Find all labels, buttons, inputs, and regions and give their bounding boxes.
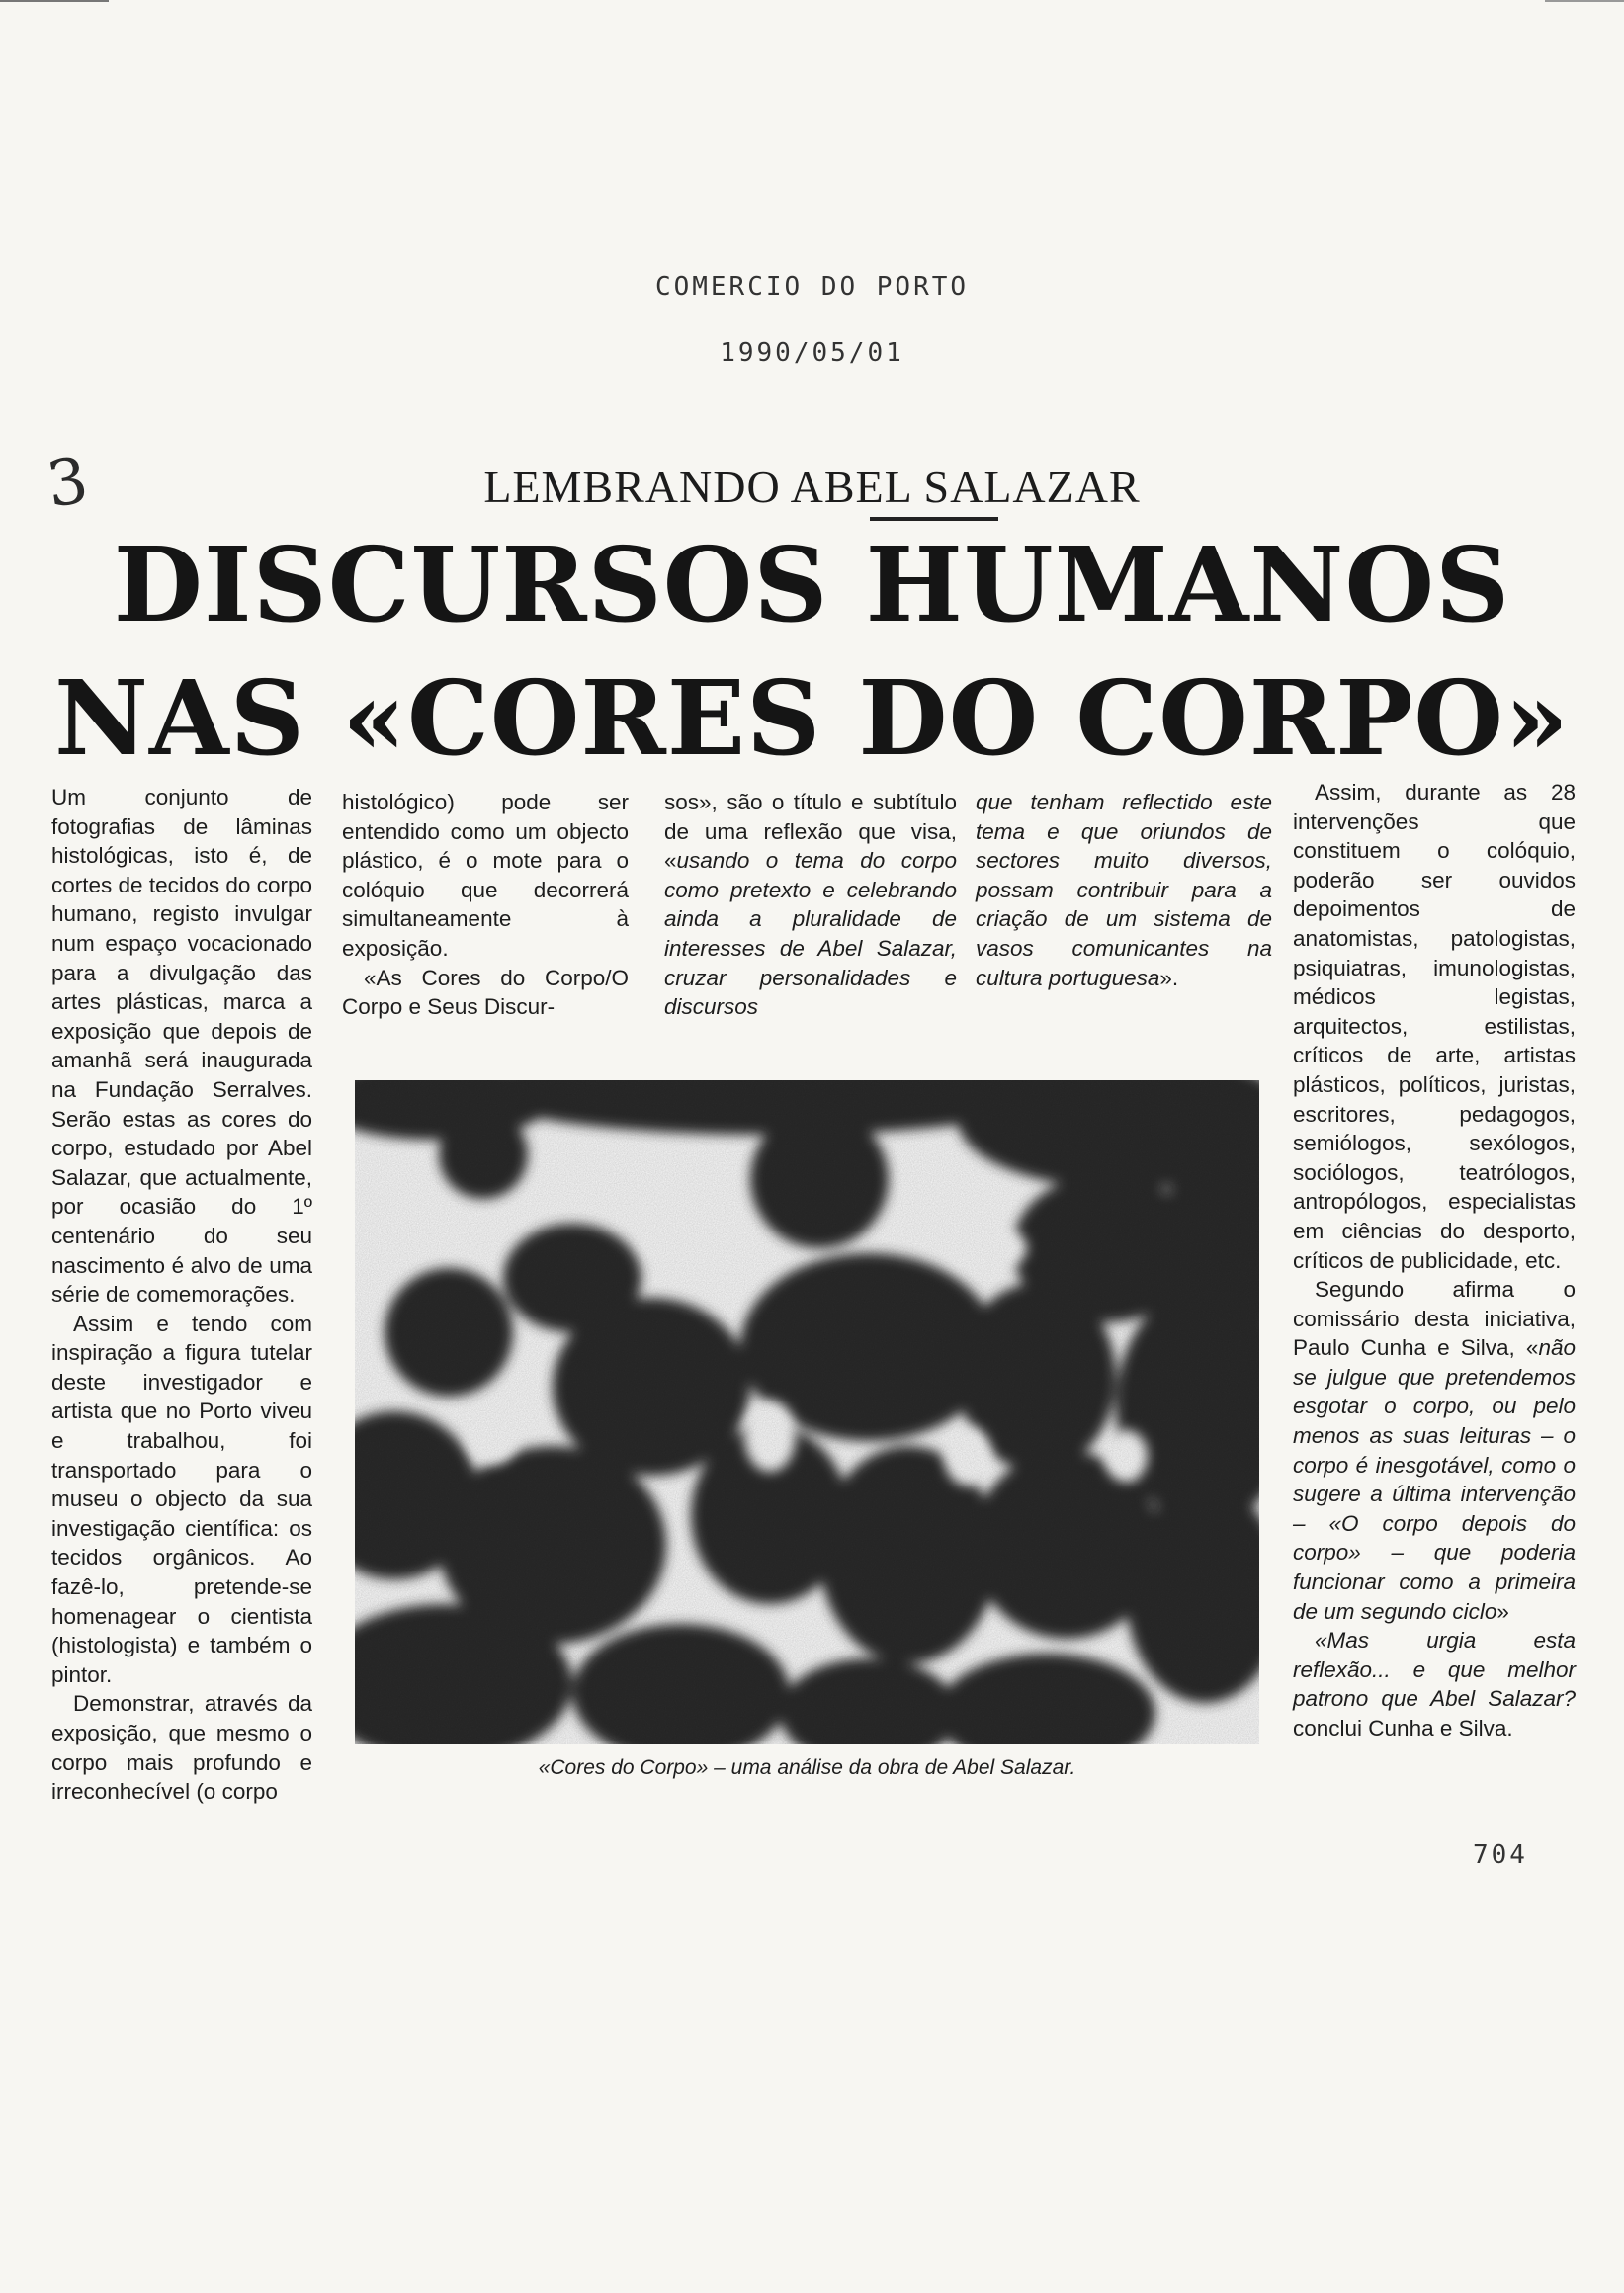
publication-date: 1990/05/01 [720, 338, 904, 368]
quote-text: usando o tema do corpo como pretexto e celebrando ainda a pluralidade de interesses de Abel Salazar, cruzar personalidades e discursos [664, 848, 957, 1020]
paragraph [1293, 1275, 1576, 1626]
histology-photo [355, 1080, 1259, 1744]
quote-text: não se julgue que pretendemos esgotar o corpo, ou pelo menos as suas leituras – o corpo é inesgotável, como o sugere a última intervenção – «O corpo depois do corpo» – que poderia funcionar como a primeira de um segundo ciclo [1293, 1335, 1576, 1624]
article-column-4 [976, 788, 1272, 992]
newspaper-name: COMERCIO DO PORTO [654, 272, 970, 301]
paragraph [976, 788, 1272, 992]
paragraph: «As Cores do Corpo/O Corpo e Seus Discur- [342, 965, 629, 1020]
headline-line-2: NAS «CORES DO CORPO» [53, 657, 1571, 779]
paragraph: Um conjunto de fotografias de lâminas histológicas, isto é, de cortes de tecidos do corpo humano, registo invulgar num espaço vocacionado para a divulgação das artes plásticas, marca a exposição que depois de amanhã será inaugurada na Fundação Serralves. Serão estas as cores do corpo, estudado por Abel Salazar, que actualmente, por ocasião do 1º centenário do seu nascimento é alvo de uma série de comemorações. [51, 785, 312, 1308]
page-number: 704 [1473, 1840, 1528, 1870]
scan-edge-mark-left [0, 0, 109, 2]
quote-text: que tenham reflectido este tema e que oriundos de sectores muito diversos, possam contribuir para a criação de um sistema de vasos comunicantes na cultura portuguesa [976, 790, 1272, 990]
text-run: Segundo afirma o comissário desta iniciativa, Paulo Cunha e Silva, « [1293, 1277, 1576, 1361]
paragraph [664, 788, 957, 1022]
pen-underline [870, 517, 998, 521]
text-run: » [1496, 1598, 1509, 1624]
article-column-1 [51, 783, 312, 1807]
text-run: conclui Cunha e Silva. [1293, 1716, 1513, 1741]
scan-edge-mark-right [1545, 0, 1624, 2]
paragraph [1293, 1626, 1576, 1742]
text-run: ». [1159, 965, 1179, 990]
paragraph: Demonstrar, através da exposição, que mesmo o corpo mais profundo e irreconhecível (o corpo [51, 1691, 312, 1805]
cell-blobs-image [355, 1080, 1259, 1744]
text-run: sos», são o título e subtítulo de uma reflexão que visa, « [664, 790, 957, 874]
photo-caption: «Cores do Corpo» – uma análise da obra de Abel Salazar. [538, 1756, 1076, 1779]
paragraph: Assim e tendo com inspiração a figura tutelar deste investigador e artista que no Porto viveu e trabalhou, foi transportado para o museu o objecto da sua investigação científica: os tecidos orgânicos. Ao fazê-lo, pretende-se homenagear o cientista (histologista) e também o pintor. [51, 1311, 312, 1687]
article-kicker: LEMBRANDO ABEL SALAZAR [483, 462, 1141, 512]
quote-text: «Mas urgia esta reflexão... e que melhor patrono que Abel Salazar? [1293, 1628, 1576, 1712]
article-column-5 [1293, 778, 1576, 1743]
paragraph: histológico) pode ser entendido como um objecto plástico, é o mote para o colóquio que decorrerá simultaneamente à exposição. [342, 790, 629, 961]
article-column-3 [664, 788, 957, 1022]
article-column-2 [342, 788, 629, 1022]
handwritten-number: 3 [43, 444, 93, 523]
paragraph: Assim, durante as 28 intervenções que constituem o colóquio, poderão ser ouvidos depoimentos de anatomistas, patologistas, psiquiatras, imunologistas, médicos legistas, arquitectos, estilistas, críticos de arte, artistas plásticos, políticos, juristas, escritores, pedagogos, semiólogos, sexólogos, sociólogos, teatrólogos, antropólogos, especialistas em ciências do desporto, críticos de publicidade, etc. [1293, 780, 1576, 1273]
headline-line-1: DISCURSOS HUMANOS [113, 524, 1511, 645]
